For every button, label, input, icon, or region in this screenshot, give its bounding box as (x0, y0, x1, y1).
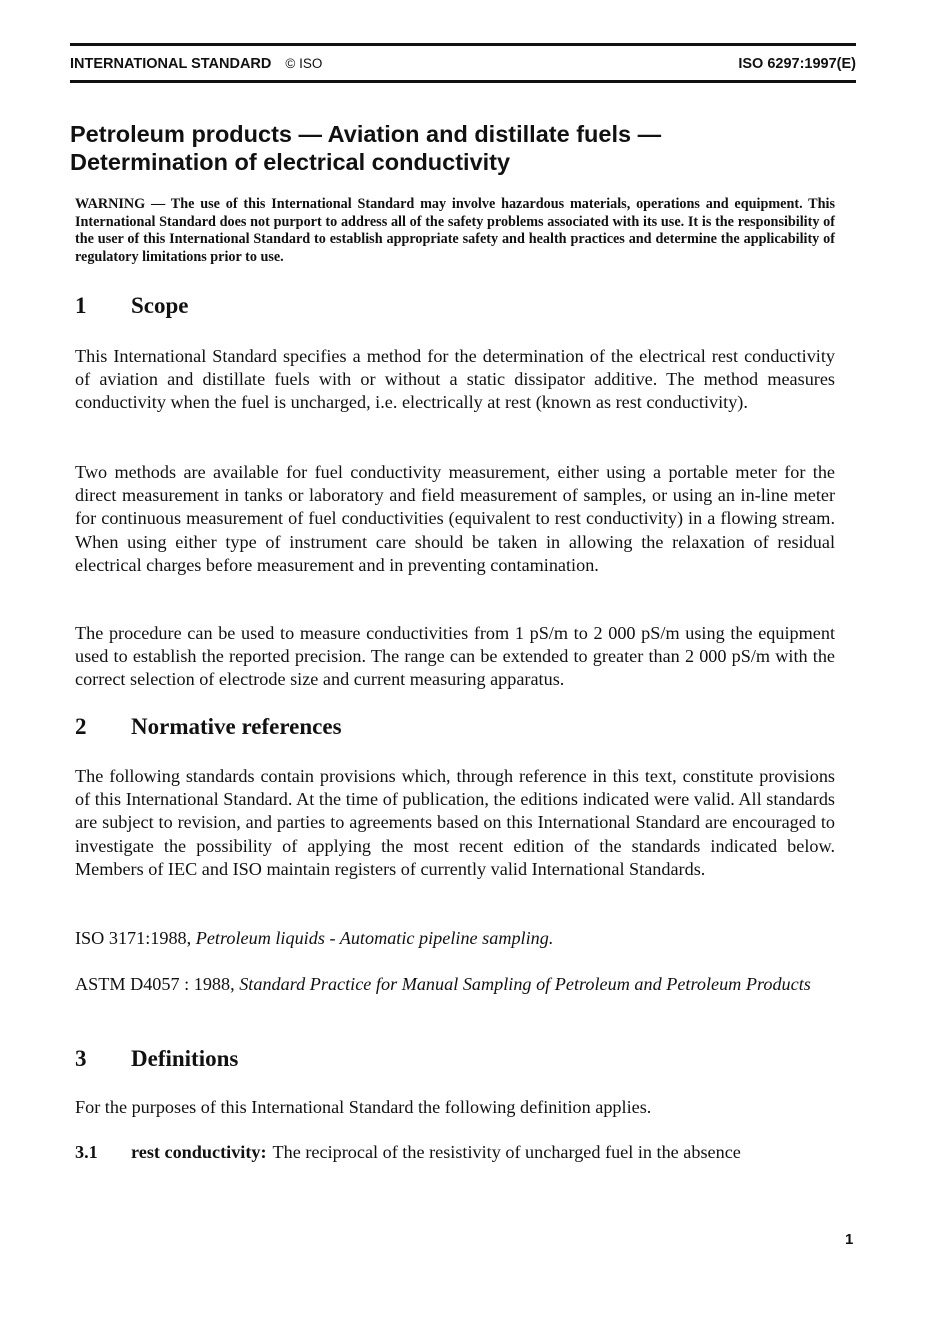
section-title: Definitions (131, 1046, 239, 1071)
running-header (70, 54, 856, 74)
reference-astm-d4057 (75, 973, 835, 996)
reference-title: Standard Practice for Manual Sampling of Petroleum and Petroleum Products (239, 974, 811, 994)
normative-paragraph-1: The following standards contain provisions which, through reference in this text, constitute provisions of this International Standard. At the time of publication, the editions indicated were valid. All standards are subject to revision, and parties to agreements based on this International Standard are encouraged to investigate the possibility of applying the most recent edition of the standards indicated below. Members of IEC and ISO maintain registers of currently valid International Standards. (75, 766, 835, 879)
section-heading-normative-references (75, 714, 342, 740)
section-number: 1 (75, 293, 87, 318)
header-standard-type: INTERNATIONAL STANDARD (70, 56, 272, 72)
scope-paragraph-1: This International Standard specifies a method for the determination of the electrical rest conductivity of aviation and distillate fuels with or without a static dissipator additive. The method measures conductivity when the fuel is uncharged, i.e. electrically at rest (known as rest conductivity). (75, 346, 835, 413)
definition-term: rest conductivity: (131, 1142, 267, 1162)
definition-3-1 (75, 1141, 835, 1164)
section-heading-scope (75, 293, 189, 319)
header-standard-number: ISO 6297:1997(E) (738, 56, 856, 72)
definition-number: 3.1 (75, 1142, 98, 1162)
definition-text: The reciprocal of the resistivity of uncharged fuel in the absence (272, 1142, 741, 1162)
reference-code: ISO 3171:1988, (75, 928, 192, 948)
header-top-rule (70, 43, 856, 46)
warning-paragraph: WARNING — The use of this International Standard may involve hazardous materials, operations and equipment. This International Standard does not purport to address all of the safety problems associated with its use. It is the responsibility of the user of this International Standard to establish appropriate safety and health practices and determine the applicability of regulatory limitations prior to use. (75, 196, 835, 265)
section-number: 2 (75, 714, 87, 739)
scope-paragraph-3: The procedure can be used to measure conductivities from 1 pS/m to 2 000 pS/m using the equipment used to establish the reported precision. The range can be extended to greater than 2 000 pS/m with the correct selection of electrode size and current measuring apparatus. (75, 623, 835, 690)
definitions-intro: For the purposes of this International Standard the following definition applies. (75, 1097, 652, 1117)
section-number: 3 (75, 1046, 87, 1071)
reference-code: ASTM D4057 : 1988, (75, 974, 235, 994)
reference-title: Petroleum liquids - Automatic pipeline sampling. (195, 928, 554, 948)
page-number: 1 (845, 1231, 854, 1248)
header-copyright: © ISO (285, 56, 323, 71)
header-left-group (70, 56, 322, 72)
title-line-1: Petroleum products — Aviation and distillate fuels — (70, 121, 662, 147)
document-title (70, 120, 856, 176)
scope-paragraph-2: Two methods are available for fuel conductivity measurement, either using a portable meter for the direct measurement in tanks or laboratory and field measurement of samples, or using an in-line meter for continuous measurement of fuel conductivities (equivalent to rest conductivity) in a flowing stream. When using either type of instrument care should be taken in allowing the relaxation of residual electrical charges before measurement and in preventing contamination. (75, 462, 835, 575)
section-heading-definitions (75, 1046, 238, 1072)
title-line-2: Determination of electrical conductivity (70, 149, 511, 175)
reference-iso-3171 (75, 927, 835, 950)
section-title: Scope (131, 293, 189, 318)
section-title: Normative references (131, 714, 342, 739)
header-bottom-rule (70, 80, 856, 83)
